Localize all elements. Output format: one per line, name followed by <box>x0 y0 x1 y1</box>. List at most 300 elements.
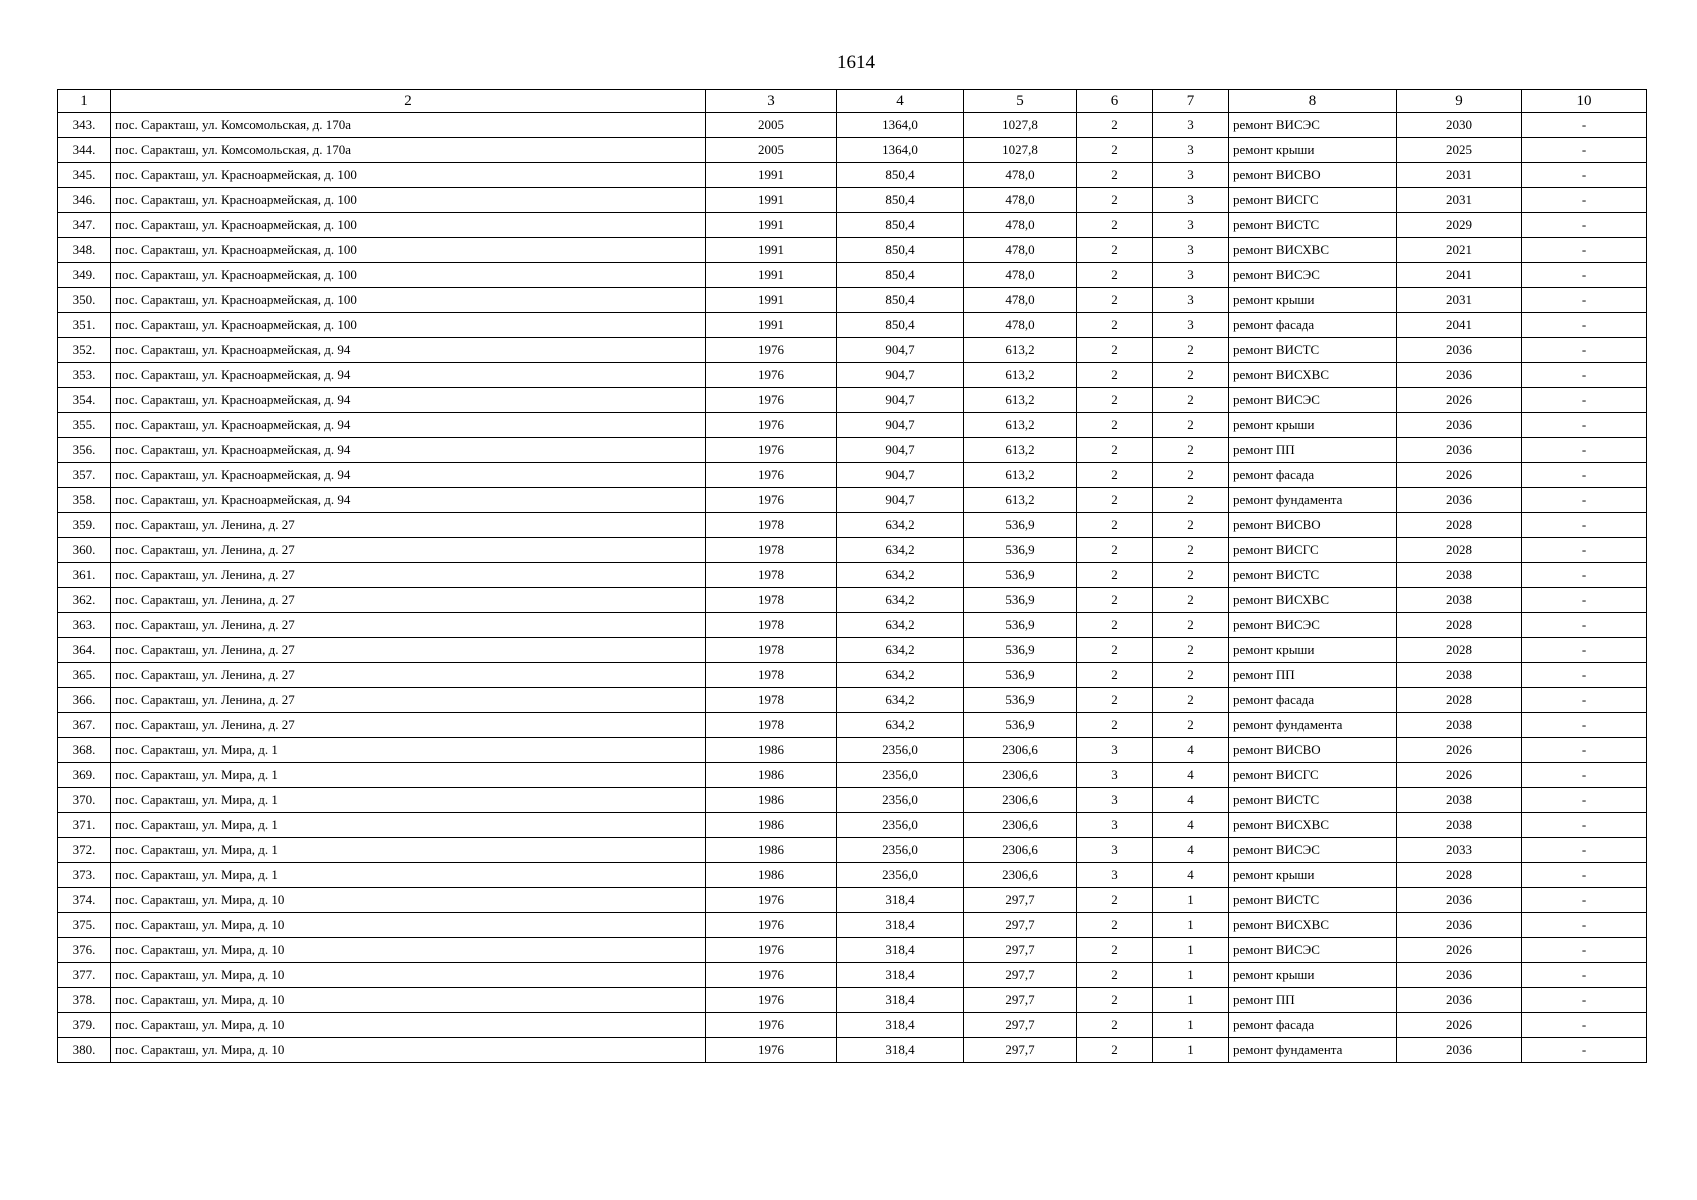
cell-year-built: 1978 <box>706 638 837 663</box>
cell-total-area: 2356,0 <box>837 763 964 788</box>
cell-note: - <box>1522 288 1647 313</box>
cell-planned-year: 2036 <box>1397 413 1522 438</box>
cell-address: пос. Саракташ, ул. Красноармейская, д. 94 <box>111 438 706 463</box>
cell-total-area: 850,4 <box>837 188 964 213</box>
cell-floors: 2 <box>1153 713 1229 738</box>
table-row <box>58 1038 1647 1063</box>
cell-floors: 4 <box>1153 788 1229 813</box>
cell-floors-below: 3 <box>1077 738 1153 763</box>
cell-work-type: ремонт ВИСЭС <box>1229 113 1397 138</box>
cell-row-number: 358. <box>58 488 111 513</box>
cell-address: пос. Саракташ, ул. Ленина, д. 27 <box>111 713 706 738</box>
cell-note: - <box>1522 888 1647 913</box>
cell-planned-year: 2026 <box>1397 388 1522 413</box>
cell-address: пос. Саракташ, ул. Мира, д. 10 <box>111 963 706 988</box>
cell-living-area: 613,2 <box>964 363 1077 388</box>
cell-work-type: ремонт ВИСХВС <box>1229 813 1397 838</box>
cell-living-area: 2306,6 <box>964 788 1077 813</box>
cell-address: пос. Саракташ, ул. Ленина, д. 27 <box>111 563 706 588</box>
cell-address: пос. Саракташ, ул. Ленина, д. 27 <box>111 688 706 713</box>
cell-work-type: ремонт ВИСГС <box>1229 188 1397 213</box>
cell-planned-year: 2031 <box>1397 163 1522 188</box>
cell-living-area: 536,9 <box>964 613 1077 638</box>
cell-total-area: 1364,0 <box>837 113 964 138</box>
cell-row-number: 379. <box>58 1013 111 1038</box>
cell-living-area: 478,0 <box>964 263 1077 288</box>
table-row <box>58 113 1647 138</box>
cell-total-area: 850,4 <box>837 163 964 188</box>
cell-year-built: 1986 <box>706 838 837 863</box>
cell-work-type: ремонт фундамента <box>1229 1038 1397 1063</box>
cell-year-built: 1976 <box>706 1013 837 1038</box>
cell-note: - <box>1522 713 1647 738</box>
cell-total-area: 2356,0 <box>837 813 964 838</box>
cell-year-built: 1991 <box>706 313 837 338</box>
table-row <box>58 438 1647 463</box>
cell-total-area: 318,4 <box>837 963 964 988</box>
cell-address: пос. Саракташ, ул. Красноармейская, д. 100 <box>111 238 706 263</box>
cell-living-area: 297,7 <box>964 988 1077 1013</box>
cell-total-area: 634,2 <box>837 538 964 563</box>
cell-floors: 2 <box>1153 363 1229 388</box>
cell-year-built: 1976 <box>706 988 837 1013</box>
cell-note: - <box>1522 313 1647 338</box>
cell-address: пос. Саракташ, ул. Ленина, д. 27 <box>111 638 706 663</box>
cell-floors: 3 <box>1153 163 1229 188</box>
table-row <box>58 963 1647 988</box>
table-row <box>58 313 1647 338</box>
cell-total-area: 318,4 <box>837 913 964 938</box>
cell-row-number: 373. <box>58 863 111 888</box>
cell-living-area: 613,2 <box>964 488 1077 513</box>
cell-total-area: 634,2 <box>837 663 964 688</box>
cell-year-built: 1978 <box>706 588 837 613</box>
cell-work-type: ремонт ВИСЭС <box>1229 613 1397 638</box>
cell-total-area: 634,2 <box>837 688 964 713</box>
cell-living-area: 536,9 <box>964 638 1077 663</box>
cell-row-number: 365. <box>58 663 111 688</box>
cell-planned-year: 2026 <box>1397 763 1522 788</box>
cell-year-built: 1976 <box>706 413 837 438</box>
cell-living-area: 1027,8 <box>964 138 1077 163</box>
cell-row-number: 357. <box>58 463 111 488</box>
cell-planned-year: 2029 <box>1397 213 1522 238</box>
cell-row-number: 361. <box>58 563 111 588</box>
cell-floors-below: 2 <box>1077 188 1153 213</box>
cell-address: пос. Саракташ, ул. Красноармейская, д. 94 <box>111 463 706 488</box>
table-row <box>58 788 1647 813</box>
table-row <box>58 538 1647 563</box>
cell-living-area: 2306,6 <box>964 863 1077 888</box>
cell-note: - <box>1522 563 1647 588</box>
cell-year-built: 1991 <box>706 163 837 188</box>
cell-floors-below: 2 <box>1077 513 1153 538</box>
table-header <box>58 90 1647 113</box>
cell-floors-below: 2 <box>1077 663 1153 688</box>
cell-year-built: 2005 <box>706 138 837 163</box>
cell-address: пос. Саракташ, ул. Ленина, д. 27 <box>111 538 706 563</box>
cell-floors: 1 <box>1153 888 1229 913</box>
cell-work-type: ремонт ВИСЭС <box>1229 838 1397 863</box>
cell-note: - <box>1522 163 1647 188</box>
cell-floors: 4 <box>1153 763 1229 788</box>
table-row <box>58 863 1647 888</box>
cell-floors: 1 <box>1153 913 1229 938</box>
cell-floors: 2 <box>1153 688 1229 713</box>
cell-year-built: 1986 <box>706 863 837 888</box>
cell-row-number: 368. <box>58 738 111 763</box>
cell-note: - <box>1522 963 1647 988</box>
cell-row-number: 347. <box>58 213 111 238</box>
cell-planned-year: 2036 <box>1397 438 1522 463</box>
cell-year-built: 1976 <box>706 363 837 388</box>
cell-work-type: ремонт ВИСВО <box>1229 163 1397 188</box>
cell-row-number: 369. <box>58 763 111 788</box>
cell-work-type: ремонт фундамента <box>1229 488 1397 513</box>
cell-note: - <box>1522 938 1647 963</box>
cell-planned-year: 2036 <box>1397 488 1522 513</box>
cell-total-area: 850,4 <box>837 213 964 238</box>
cell-note: - <box>1522 538 1647 563</box>
cell-total-area: 2356,0 <box>837 863 964 888</box>
cell-address: пос. Саракташ, ул. Мира, д. 1 <box>111 763 706 788</box>
cell-floors-below: 3 <box>1077 863 1153 888</box>
cell-total-area: 904,7 <box>837 363 964 388</box>
cell-address: пос. Саракташ, ул. Мира, д. 1 <box>111 863 706 888</box>
table-row <box>58 813 1647 838</box>
column-header-6: 6 <box>1077 90 1153 113</box>
cell-note: - <box>1522 1038 1647 1063</box>
cell-note: - <box>1522 613 1647 638</box>
cell-planned-year: 2036 <box>1397 338 1522 363</box>
cell-row-number: 363. <box>58 613 111 638</box>
cell-year-built: 1978 <box>706 713 837 738</box>
cell-planned-year: 2030 <box>1397 113 1522 138</box>
cell-year-built: 1976 <box>706 888 837 913</box>
cell-note: - <box>1522 138 1647 163</box>
cell-living-area: 297,7 <box>964 1013 1077 1038</box>
cell-row-number: 372. <box>58 838 111 863</box>
cell-work-type: ремонт ВИСХВС <box>1229 363 1397 388</box>
table-row <box>58 613 1647 638</box>
cell-year-built: 1991 <box>706 263 837 288</box>
cell-year-built: 1978 <box>706 513 837 538</box>
cell-work-type: ремонт ПП <box>1229 663 1397 688</box>
cell-floors: 3 <box>1153 113 1229 138</box>
table-row <box>58 988 1647 1013</box>
table-row <box>58 363 1647 388</box>
table-row <box>58 938 1647 963</box>
cell-planned-year: 2031 <box>1397 288 1522 313</box>
cell-floors-below: 2 <box>1077 238 1153 263</box>
cell-planned-year: 2038 <box>1397 713 1522 738</box>
cell-planned-year: 2026 <box>1397 1013 1522 1038</box>
cell-address: пос. Саракташ, ул. Красноармейская, д. 100 <box>111 263 706 288</box>
cell-note: - <box>1522 188 1647 213</box>
cell-row-number: 344. <box>58 138 111 163</box>
cell-work-type: ремонт крыши <box>1229 413 1397 438</box>
registry-table <box>57 89 1647 1063</box>
cell-work-type: ремонт ВИСТС <box>1229 888 1397 913</box>
cell-address: пос. Саракташ, ул. Мира, д. 10 <box>111 888 706 913</box>
cell-living-area: 2306,6 <box>964 738 1077 763</box>
cell-work-type: ремонт ВИСТС <box>1229 338 1397 363</box>
cell-note: - <box>1522 988 1647 1013</box>
cell-row-number: 352. <box>58 338 111 363</box>
cell-address: пос. Саракташ, ул. Ленина, д. 27 <box>111 613 706 638</box>
cell-planned-year: 2028 <box>1397 613 1522 638</box>
cell-row-number: 377. <box>58 963 111 988</box>
cell-floors-below: 2 <box>1077 913 1153 938</box>
cell-floors-below: 2 <box>1077 438 1153 463</box>
cell-floors-below: 2 <box>1077 213 1153 238</box>
cell-address: пос. Саракташ, ул. Красноармейская, д. 94 <box>111 363 706 388</box>
cell-floors: 4 <box>1153 738 1229 763</box>
cell-work-type: ремонт крыши <box>1229 863 1397 888</box>
cell-floors: 2 <box>1153 613 1229 638</box>
cell-address: пос. Саракташ, ул. Комсомольская, д. 170а <box>111 113 706 138</box>
cell-living-area: 478,0 <box>964 163 1077 188</box>
cell-work-type: ремонт ВИСГС <box>1229 538 1397 563</box>
table-body <box>58 113 1647 1063</box>
cell-year-built: 1991 <box>706 288 837 313</box>
cell-floors-below: 2 <box>1077 988 1153 1013</box>
cell-total-area: 850,4 <box>837 313 964 338</box>
cell-note: - <box>1522 413 1647 438</box>
cell-floors: 2 <box>1153 413 1229 438</box>
column-header-3: 3 <box>706 90 837 113</box>
cell-row-number: 351. <box>58 313 111 338</box>
cell-year-built: 1986 <box>706 813 837 838</box>
cell-floors: 2 <box>1153 538 1229 563</box>
cell-address: пос. Саракташ, ул. Красноармейская, д. 100 <box>111 313 706 338</box>
cell-floors-below: 2 <box>1077 963 1153 988</box>
cell-total-area: 850,4 <box>837 288 964 313</box>
cell-row-number: 354. <box>58 388 111 413</box>
cell-living-area: 2306,6 <box>964 838 1077 863</box>
cell-total-area: 318,4 <box>837 1038 964 1063</box>
cell-total-area: 634,2 <box>837 613 964 638</box>
table-row <box>58 413 1647 438</box>
cell-address: пос. Саракташ, ул. Мира, д. 1 <box>111 788 706 813</box>
cell-planned-year: 2026 <box>1397 463 1522 488</box>
cell-floors: 4 <box>1153 838 1229 863</box>
cell-year-built: 1978 <box>706 563 837 588</box>
cell-floors-below: 2 <box>1077 638 1153 663</box>
cell-floors: 1 <box>1153 963 1229 988</box>
cell-living-area: 613,2 <box>964 438 1077 463</box>
cell-work-type: ремонт ВИСЭС <box>1229 938 1397 963</box>
cell-floors: 4 <box>1153 863 1229 888</box>
cell-work-type: ремонт крыши <box>1229 288 1397 313</box>
table-row <box>58 888 1647 913</box>
cell-work-type: ремонт ВИСТС <box>1229 788 1397 813</box>
cell-planned-year: 2028 <box>1397 638 1522 663</box>
cell-address: пос. Саракташ, ул. Красноармейская, д. 100 <box>111 163 706 188</box>
cell-year-built: 1976 <box>706 1038 837 1063</box>
cell-planned-year: 2021 <box>1397 238 1522 263</box>
cell-row-number: 376. <box>58 938 111 963</box>
table-row <box>58 763 1647 788</box>
cell-note: - <box>1522 913 1647 938</box>
cell-row-number: 367. <box>58 713 111 738</box>
cell-note: - <box>1522 1013 1647 1038</box>
cell-floors: 4 <box>1153 813 1229 838</box>
cell-address: пос. Саракташ, ул. Ленина, д. 27 <box>111 588 706 613</box>
cell-floors-below: 3 <box>1077 788 1153 813</box>
cell-floors-below: 3 <box>1077 763 1153 788</box>
cell-floors-below: 2 <box>1077 413 1153 438</box>
cell-living-area: 478,0 <box>964 313 1077 338</box>
cell-row-number: 366. <box>58 688 111 713</box>
cell-work-type: ремонт крыши <box>1229 963 1397 988</box>
cell-floors: 2 <box>1153 513 1229 538</box>
cell-floors-below: 2 <box>1077 938 1153 963</box>
cell-floors: 2 <box>1153 588 1229 613</box>
cell-note: - <box>1522 638 1647 663</box>
cell-floors-below: 2 <box>1077 288 1153 313</box>
cell-year-built: 1976 <box>706 913 837 938</box>
cell-year-built: 1976 <box>706 338 837 363</box>
cell-row-number: 362. <box>58 588 111 613</box>
cell-floors-below: 2 <box>1077 1013 1153 1038</box>
cell-total-area: 904,7 <box>837 413 964 438</box>
cell-year-built: 1976 <box>706 463 837 488</box>
cell-total-area: 634,2 <box>837 713 964 738</box>
cell-floors-below: 2 <box>1077 688 1153 713</box>
cell-row-number: 350. <box>58 288 111 313</box>
cell-row-number: 359. <box>58 513 111 538</box>
cell-planned-year: 2038 <box>1397 663 1522 688</box>
cell-living-area: 297,7 <box>964 913 1077 938</box>
table-row <box>58 163 1647 188</box>
table-row <box>58 1013 1647 1038</box>
cell-total-area: 904,7 <box>837 463 964 488</box>
cell-work-type: ремонт ВИСВО <box>1229 513 1397 538</box>
cell-total-area: 904,7 <box>837 438 964 463</box>
cell-note: - <box>1522 113 1647 138</box>
cell-floors-below: 2 <box>1077 313 1153 338</box>
cell-planned-year: 2025 <box>1397 138 1522 163</box>
cell-address: пос. Саракташ, ул. Мира, д. 10 <box>111 1038 706 1063</box>
cell-living-area: 536,9 <box>964 663 1077 688</box>
cell-year-built: 1991 <box>706 213 837 238</box>
cell-year-built: 1978 <box>706 538 837 563</box>
cell-living-area: 297,7 <box>964 938 1077 963</box>
cell-address: пос. Саракташ, ул. Мира, д. 1 <box>111 813 706 838</box>
page-number: 1614 <box>837 52 875 73</box>
cell-address: пос. Саракташ, ул. Красноармейская, д. 94 <box>111 388 706 413</box>
cell-total-area: 904,7 <box>837 488 964 513</box>
cell-work-type: ремонт фасада <box>1229 463 1397 488</box>
cell-note: - <box>1522 463 1647 488</box>
cell-living-area: 2306,6 <box>964 813 1077 838</box>
cell-living-area: 2306,6 <box>964 763 1077 788</box>
cell-floors-below: 2 <box>1077 138 1153 163</box>
cell-floors-below: 2 <box>1077 713 1153 738</box>
cell-floors-below: 3 <box>1077 813 1153 838</box>
cell-row-number: 371. <box>58 813 111 838</box>
cell-work-type: ремонт ВИСГС <box>1229 763 1397 788</box>
cell-address: пос. Саракташ, ул. Ленина, д. 27 <box>111 663 706 688</box>
cell-year-built: 1986 <box>706 763 837 788</box>
cell-row-number: 380. <box>58 1038 111 1063</box>
cell-year-built: 1978 <box>706 688 837 713</box>
cell-planned-year: 2038 <box>1397 563 1522 588</box>
cell-living-area: 613,2 <box>964 338 1077 363</box>
cell-planned-year: 2041 <box>1397 313 1522 338</box>
cell-floors-below: 2 <box>1077 488 1153 513</box>
cell-living-area: 536,9 <box>964 688 1077 713</box>
cell-year-built: 1978 <box>706 613 837 638</box>
cell-year-built: 1976 <box>706 488 837 513</box>
cell-address: пос. Саракташ, ул. Красноармейская, д. 100 <box>111 188 706 213</box>
cell-floors-below: 2 <box>1077 263 1153 288</box>
cell-floors-below: 3 <box>1077 838 1153 863</box>
cell-work-type: ремонт ПП <box>1229 438 1397 463</box>
cell-planned-year: 2028 <box>1397 538 1522 563</box>
table-row <box>58 513 1647 538</box>
table-row <box>58 588 1647 613</box>
cell-note: - <box>1522 263 1647 288</box>
cell-floors: 2 <box>1153 388 1229 413</box>
cell-planned-year: 2036 <box>1397 913 1522 938</box>
cell-floors: 2 <box>1153 438 1229 463</box>
cell-floors: 2 <box>1153 563 1229 588</box>
cell-note: - <box>1522 763 1647 788</box>
cell-row-number: 378. <box>58 988 111 1013</box>
table-row <box>58 188 1647 213</box>
cell-total-area: 1364,0 <box>837 138 964 163</box>
cell-row-number: 375. <box>58 913 111 938</box>
cell-year-built: 1986 <box>706 788 837 813</box>
cell-address: пос. Саракташ, ул. Мира, д. 10 <box>111 1013 706 1038</box>
cell-total-area: 318,4 <box>837 988 964 1013</box>
cell-living-area: 536,9 <box>964 713 1077 738</box>
table-row <box>58 213 1647 238</box>
cell-work-type: ремонт ВИСЭС <box>1229 263 1397 288</box>
cell-note: - <box>1522 688 1647 713</box>
cell-planned-year: 2038 <box>1397 788 1522 813</box>
column-header-8: 8 <box>1229 90 1397 113</box>
table-row <box>58 838 1647 863</box>
cell-row-number: 349. <box>58 263 111 288</box>
cell-floors-below: 2 <box>1077 888 1153 913</box>
cell-address: пос. Саракташ, ул. Красноармейская, д. 94 <box>111 413 706 438</box>
cell-work-type: ремонт ВИСТС <box>1229 563 1397 588</box>
cell-floors: 1 <box>1153 1038 1229 1063</box>
cell-planned-year: 2033 <box>1397 838 1522 863</box>
cell-living-area: 536,9 <box>964 588 1077 613</box>
cell-address: пос. Саракташ, ул. Мира, д. 10 <box>111 988 706 1013</box>
cell-note: - <box>1522 788 1647 813</box>
column-header-4: 4 <box>837 90 964 113</box>
cell-floors-below: 2 <box>1077 588 1153 613</box>
cell-work-type: ремонт ВИСХВС <box>1229 913 1397 938</box>
table-row <box>58 638 1647 663</box>
cell-year-built: 1978 <box>706 663 837 688</box>
cell-living-area: 297,7 <box>964 1038 1077 1063</box>
cell-planned-year: 2036 <box>1397 363 1522 388</box>
cell-row-number: 345. <box>58 163 111 188</box>
cell-address: пос. Саракташ, ул. Мира, д. 1 <box>111 838 706 863</box>
cell-note: - <box>1522 213 1647 238</box>
table-row <box>58 688 1647 713</box>
cell-address: пос. Саракташ, ул. Комсомольская, д. 170а <box>111 138 706 163</box>
cell-floors: 2 <box>1153 338 1229 363</box>
cell-note: - <box>1522 488 1647 513</box>
cell-address: пос. Саракташ, ул. Красноармейская, д. 100 <box>111 213 706 238</box>
